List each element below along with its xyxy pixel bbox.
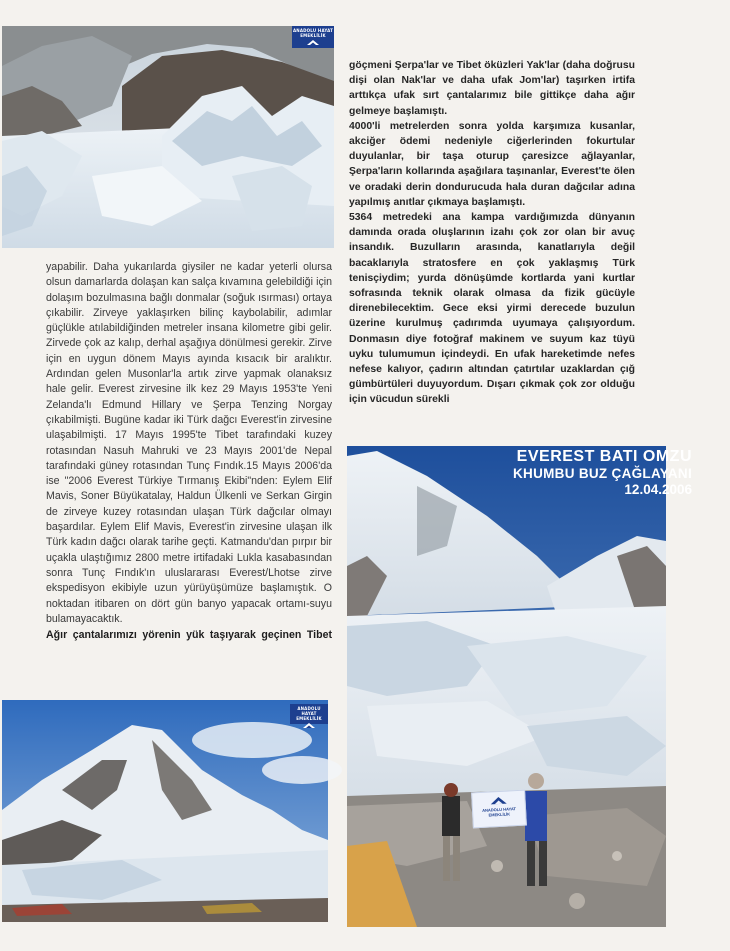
right-paragraph-2: 4000'li metrelerden sonra yolda karşımıza kusanlar, akciğer ödemi nedeniyle ciğerlerinden fokurtular duyulanlar, bir taşa oturup çaresizce ağlayanlar, Şerpa'ların kollarında aşağılara taşınanlar, Everest'te ölen ve oradaki derin dondurucuda hala duran dağcılar adına yapılmış anıtlar çıkmaya başlamıştı. [349,120,635,208]
bottom-left-photo-peak [2,700,328,922]
right-paragraph-1: göçmeni Şerpa'lar ve Tibet öküzleri Yak'lar (daha doğrusu dişi olan Nak'lar ve daha ufak Jom'lar) taşırken irtifa arttıkça ufak sırt çantalarımız bile gittikçe daha ağır gelmeye başlamıştı. [349,60,635,117]
banner-text-line2: EMEKLİLİK [488,811,511,818]
caption-line-1: EVEREST BATI OMZU [516,448,692,465]
top-photo-icefall [2,26,334,248]
flag-banner [471,790,527,829]
logo-text-line1: ANADOLU HAYAT [293,28,333,33]
left-bold-line: Ağır çantalarımızı yörenin yük taşıyarak geçinen Tibet [46,629,332,642]
right-photo-everest [347,446,666,927]
left-paragraph: yapabilir. Daha yukarılarda giysiler ne kadar yeterli olursa olsun damarlarda dolaşan kan salça kıvamına gelebildiği için dolaşım bozulmasına bağlı donmalar (soğuk ısırması) ortaya çıkabilir. Zirveye yaklaşırken bilinç kaybolabilir, adımlar güçlükle atılabildiğinden metreler insana kilometre gibi gelir. Zirvede çok az kalıp, derhal aşağıya dönülmesi gerekir. Zirve için en uygun dönem Mayıs ayında kısacık bir aralıktır. Ardından gelen Musonlar'la artık zirve yapmak olanaksız hale gelir. Everest zirvesine ilk kez 29 Mayıs 1953'te Yeni Zelanda'lı Edmund Hillary ve Şerpa Tenzing Norgay çıkabilmişti. Bugüne kadar iki Türk dağcı Everest'in zirvesine ulaşabilmişti. 17 Mayıs 1995'te Tibet tarafındaki kuzey rotasından Nasuh Mahruki ve 23 Mayıs 2001'de Nepal tarafındaki güney rotasından Tunç Fındık.15 Mayıs 2006'da ise "2006 Everest Türkiye Tırmanış Ekibi"nden: Eylem Elif Mavis, Soner Büyükatalay, Haldun Ülkenli ve Serkan Girgin de zirveye kuzey rotasından ulaşan Türk dağcılar olmayı başardılar. Eylem Elif Mavis, Everest'in zirvesine ulaşan ilk Türk kadın dağcı olarak tarihe geçti. Katmandu'dan pırpır bir uçakla ulaştığımız 2800 metre irtifadaki Lukla kasabasından sonra Tunç Fındık'ın uluslararası Everest/Lhotse zirve ekspedisyon ekibiyle uzun yürüyüşümüze başlamıştık. O noktadan itibaren on dört gün banyo yapacak ortamı-suyu bulamayacaktık. [46,261,332,625]
logo-text-line2: EMEKLİLİK [300,33,326,38]
sponsor-logo-bottom [290,704,328,724]
left-text-column [46,260,332,643]
right-paragraph-3: 5364 metredeki ana kampa vardığımızda dünyanın damında orada oluşlarının izahı çok zor olan bir avuç insandık. Buzulların arasında, kanatlarıyla değil bacaklarıyla stratosfere en çok yaklaşmış Türk tenisçiydim; yurda dönüşümde kortlarda yani kurtlar sofrasında teknik olarak olmasa da fizik gücüyle direnebilecektim. Gece eksi yirmi derecede buzulun üzerine kurulmuş çadırımda uyumaya çalışıyordum. Donmasın diye fotoğraf makinem ve suyum kaz tüyü uyku tulumumun içindeydi. En ufak hareketimde nefes nefese kalıyor, çadırın altından çatırtılar uzaklardan çığ gümbürtüleri duyuyordum. Dışarı çıkmak çok zor olduğu için vücudun sürekli [349,212,635,406]
caption-date: 12.04.2006 [624,482,692,497]
banner-logo-icon [489,796,507,806]
right-text-column [349,58,635,408]
logo-mark-icon [302,722,316,729]
caption-line-2: KHUMBU BUZ ÇAĞLAYANI [512,466,692,481]
photo-caption [460,448,730,498]
banner-text-line1: ANADOLU HAYAT [481,806,517,813]
logo-text-line1: ANADOLU HAYAT [297,706,321,716]
logo-mark-icon [306,39,320,46]
logo-text-line2: EMEKLİLİK [296,716,322,721]
sponsor-logo [292,26,334,48]
